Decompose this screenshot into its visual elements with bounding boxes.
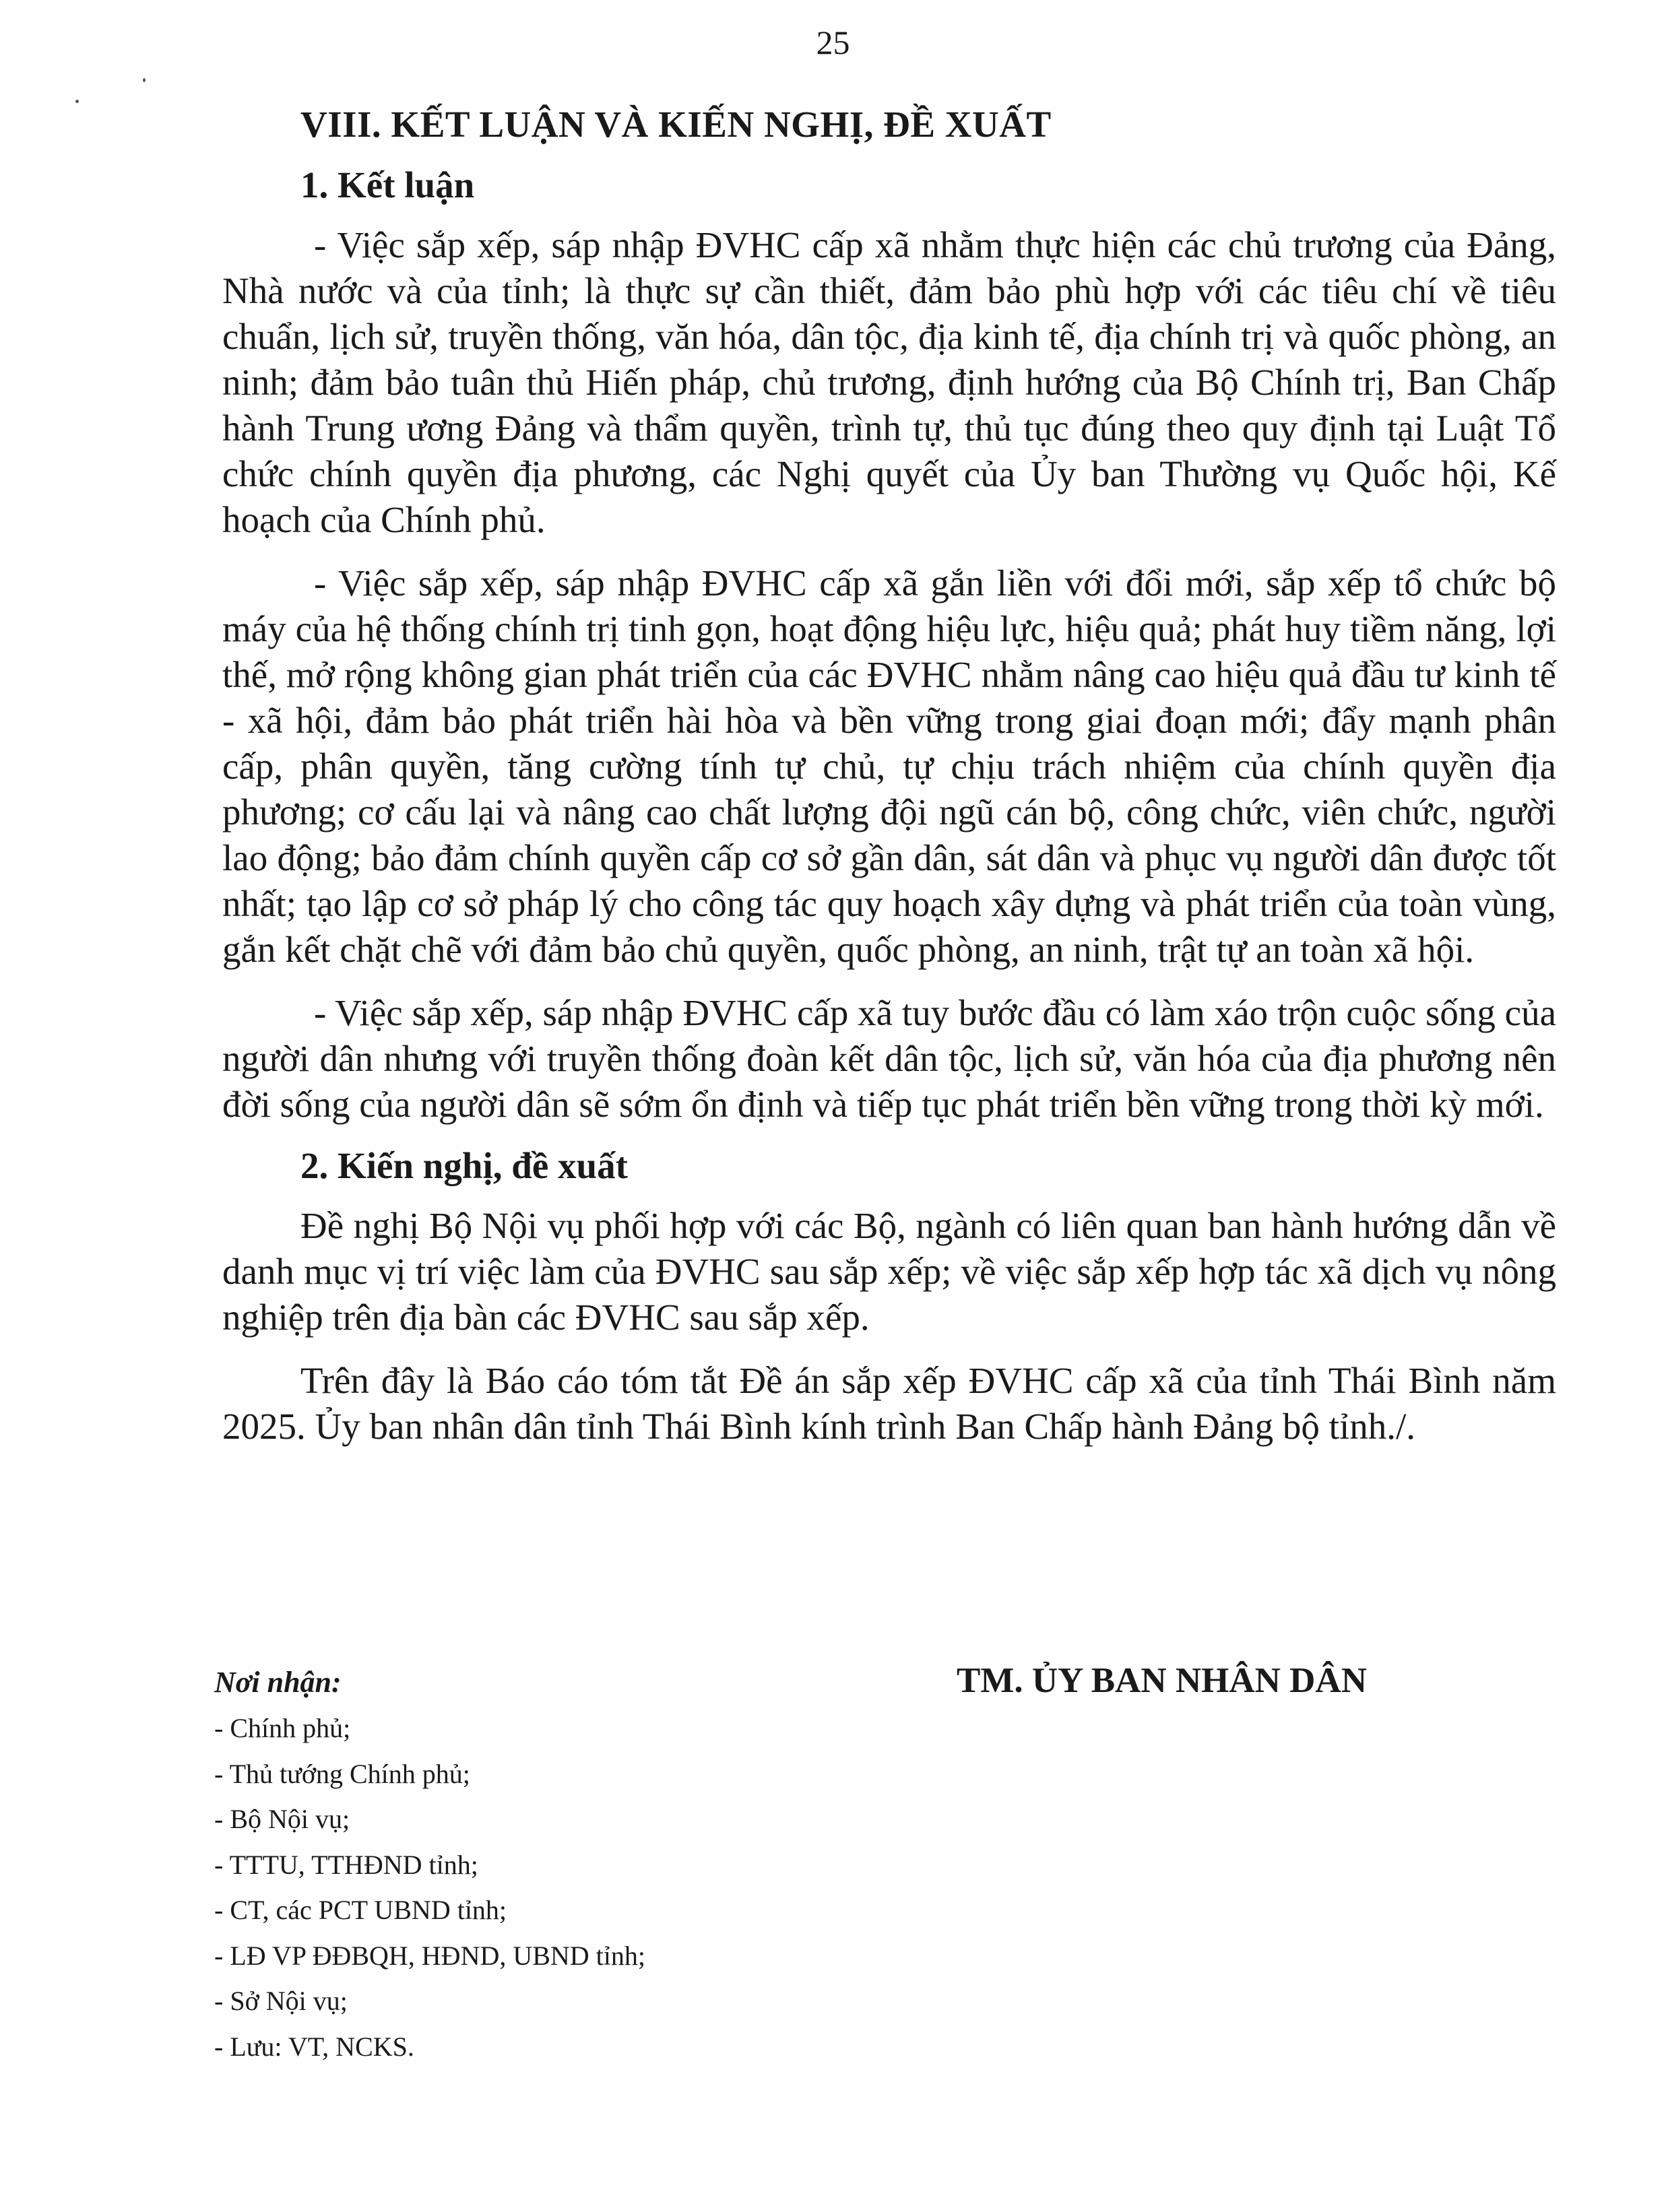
recommendation-paragraph: Đề nghị Bộ Nội vụ phối hợp với các Bộ, ngành có liên quan ban hành hướng dẫn về danh mục vị trí việc làm của ĐVHC sau sắp xếp; về việc sắp xếp hợp tác xã dịch vụ nông nghiệp trên địa bàn các ĐVHC sau sắp xếp. <box>222 1205 1556 1338</box>
document-body <box>222 101 1556 1450</box>
recipient-item: - Sở Nội vụ; <box>214 1986 348 2016</box>
recipient-item: - CT, các PCT UBND tỉnh; <box>214 1895 507 1925</box>
conclusion-heading: 1. Kết luận <box>300 164 475 205</box>
recipient-item: - Lưu: VT, NCKS. <box>214 2031 414 2062</box>
recipients-block <box>214 1664 821 2069</box>
conclusion-paragraph: - Việc sắp xếp, sáp nhập ĐVHC cấp xã gắn liền với đổi mới, sắp xếp tổ chức bộ máy của hệ thống chính trị tinh gọn, hoạt động hiệu lực, hiệu quả; phát huy tiềm năng, lợi thế, mở rộng không gian phát triển của các ĐVHC nhằm nâng cao hiệu quả đầu tư kinh tế - xã hội, đảm bảo phát triển hài hòa và bền vững trong giai đoạn mới; đẩy mạnh phân cấp, phân quyền, tăng cường tính tự chủ, tự chịu trách nhiệm của chính quyền địa phương; cơ cấu lại và nâng cao chất lượng đội ngũ cán bộ, công chức, viên chức, người lao động; bảo đảm chính quyền cấp cơ sở gần dân, sát dân và phục vụ người dân được tốt nhất; tạo lập cơ sở pháp lý cho công tác quy hoạch xây dựng và phát triển của toàn vùng, gắn kết chặt chẽ với đảm bảo chủ quyền, quốc phòng, an ninh, trật tự an toàn xã hội. <box>222 562 1556 970</box>
scan-speck <box>75 100 79 103</box>
recommendation-heading: 2. Kiến nghị, đề xuất <box>300 1145 628 1186</box>
section-heading: VIII. KẾT LUẬN VÀ KIẾN NGHỊ, ĐỀ XUẤT <box>300 104 1052 145</box>
recipient-item: - Thủ tướng Chính phủ; <box>214 1758 470 1789</box>
recipient-item: - Bộ Nội vụ; <box>214 1804 350 1834</box>
closing-paragraph: Trên đây là Báo cáo tóm tắt Đề án sắp xếp ĐVHC cấp xã của tỉnh Thái Bình năm 2025. Ủy ban nhân dân tỉnh Thái Bình kính trình Ban Chấp hành Đảng bộ tỉnh./. <box>222 1360 1556 1447</box>
recipients-title: Nơi nhận: <box>214 1666 342 1699</box>
signature-title: TM. ỦY BAN NHÂN DÂN <box>957 1661 1367 1700</box>
recipient-item: - Chính phủ; <box>214 1713 351 1743</box>
page-number: 25 <box>816 24 850 61</box>
conclusion-paragraph: - Việc sắp xếp, sáp nhập ĐVHC cấp xã tuy bước đầu có làm xáo trộn cuộc sống của người dân nhưng với truyền thống đoàn kết dân tộc, lịch sử, văn hóa của địa phương nên đời sống của người dân sẽ sớm ổn định và tiếp tục phát triển bền vững trong thời kỳ mới. <box>222 992 1556 1125</box>
scan-speck <box>143 78 146 82</box>
recipient-item: - LĐ VP ĐĐBQH, HĐND, UBND tỉnh; <box>214 1940 646 1971</box>
recipient-item: - TTTU, TTHĐND tỉnh; <box>214 1849 478 1880</box>
conclusion-paragraph: - Việc sắp xếp, sáp nhập ĐVHC cấp xã nhằm thực hiện các chủ trương của Đảng, Nhà nước và của tỉnh; là thực sự cần thiết, đảm bảo phù hợp với các tiêu chí về tiêu chuẩn, lịch sử, truyền thống, văn hóa, dân tộc, địa kinh tế, địa chính trị và quốc phòng, an ninh; đảm bảo tuân thủ Hiến pháp, chủ trương, định hướng của Bộ Chính trị, Ban Chấp hành Trung ương Đảng và thẩm quyền, trình tự, thủ tục đúng theo quy định tại Luật Tổ chức chính quyền địa phương, các Nghị quyết của Ủy ban Thường vụ Quốc hội, Kế hoạch của Chính phủ. <box>222 224 1556 540</box>
